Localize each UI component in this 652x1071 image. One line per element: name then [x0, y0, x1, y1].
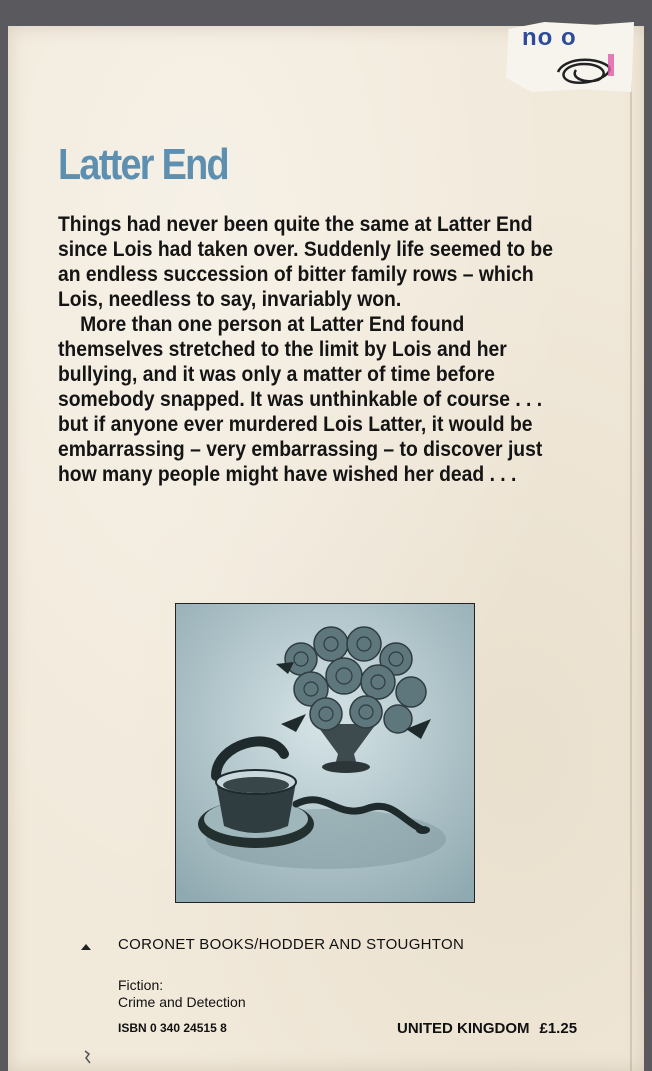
- roses-teacup-snake-photo-icon: [176, 604, 474, 902]
- blurb-line: somebody snapped. It was unthinkable of course . . .: [58, 388, 543, 411]
- blurb-line: Things had never been quite the same at Latter End: [58, 213, 533, 236]
- spine-crease: [630, 26, 632, 1071]
- blurb-line: but if anyone ever murdered Lois Latter, it would be: [58, 413, 533, 436]
- coronet-logo-icon: [80, 942, 92, 952]
- blurb-line: since Lois had taken over. Suddenly life seemed to be: [58, 238, 553, 261]
- book-title: Latter End: [58, 140, 228, 189]
- blurb-line: Lois, needless to say, invariably won.: [58, 288, 402, 311]
- category-value: Crime and Detection: [118, 994, 246, 1010]
- blurb-text: [58, 212, 555, 487]
- blurb-paragraph-1: [58, 212, 555, 312]
- sticker-text: no o: [522, 24, 577, 51]
- blurb-paragraph-2: [58, 312, 555, 487]
- category-block: [118, 977, 246, 1011]
- cover-photo: [175, 603, 475, 903]
- smudge-mark: [82, 1050, 92, 1064]
- pink-mark: [608, 54, 614, 76]
- price: £1.25: [539, 1020, 578, 1037]
- region-label: UNITED KINGDOM: [397, 1020, 530, 1037]
- blurb-line: embarrassing – very embarrassing – to discover just: [58, 438, 543, 461]
- blurb-line: bullying, and it was only a matter of time before: [58, 363, 495, 386]
- price-row: [397, 1020, 577, 1037]
- blurb-line: themselves stretched to the limit by Lois and her: [58, 338, 507, 361]
- isbn: ISBN 0 340 24515 8: [118, 1021, 227, 1035]
- blurb-line: how many people might have wished her dead . . .: [58, 463, 517, 486]
- blurb-line: an endless succession of bitter family rows – which: [58, 263, 534, 286]
- blurb-line: More than one person at Latter End found: [80, 313, 465, 336]
- publisher-line: CORONET BOOKS/HODDER AND STOUGHTON: [118, 936, 465, 953]
- category-label: Fiction:: [118, 977, 164, 993]
